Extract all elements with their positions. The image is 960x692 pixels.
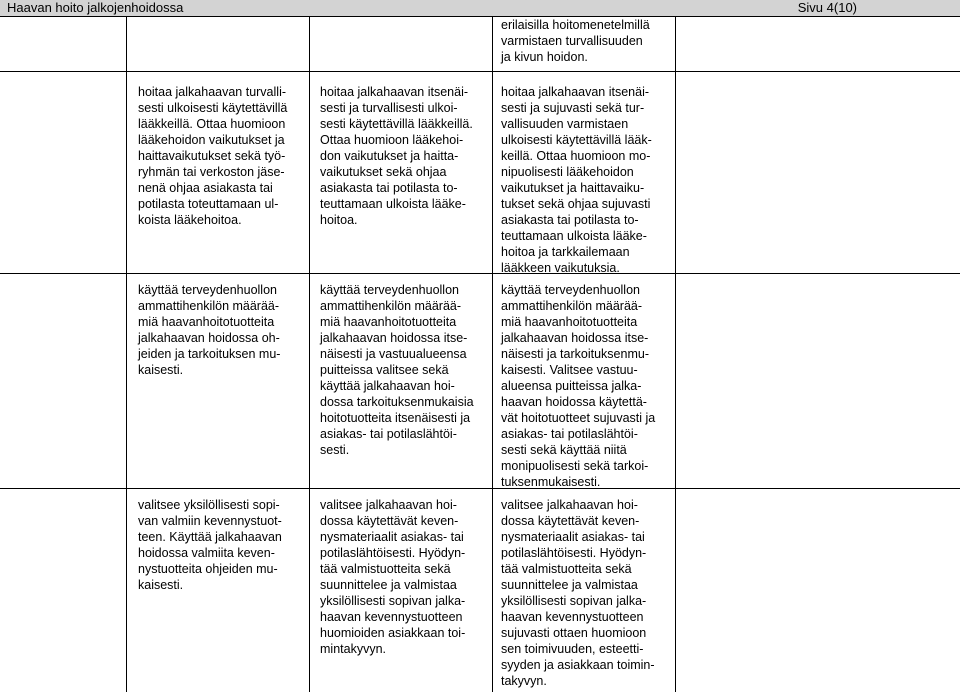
table-cell: hoitaa jalkahaavan turvalli- sesti ulkoisesti käytettävillä lääkkeillä. Ottaa huomioon lääkehoidon vaikutukset ja haittavaikutukset sekä työ- ryhmän tai verkoston jäse- nenä ohjaa asiakasta tai potilasta toteuttamaan ul- koista lääkehoitoa. — [138, 85, 288, 227]
table-rule — [126, 16, 127, 692]
table-rule — [0, 273, 960, 274]
table-cell: käyttää terveydenhuollon ammattihenkilön määrää- miä haavanhoitotuotteita jalkahaavan hoidossa itse- näisesti ja tarkoituksenmu- kaisesti. Valitsee vastuu- alueensa puitteissa jalka- haavan hoidossa käytettä- vät hoitotuotteet sujuvasti ja asiakas- tai potilaslähtöi- sesti sekä käyttää niitä monipuolisesti sekä tarkoi- tuksenmukaisesti. — [501, 283, 656, 489]
table-rule — [0, 71, 960, 72]
table-cell: valitsee jalkahaavan hoi- dossa käytettävät keven- nysmateriaalit asiakas- tai potilaslähtöisesti. Hyödyn- tää valmistuotteita sekä suunnittelee ja valmistaa yksilöllisesti sopivan jalka- haavan kevennystuotteen huomioiden asiakkaan toi- mintakyvyn. — [320, 498, 466, 656]
table-rule — [309, 16, 310, 692]
table-cell: käyttää terveydenhuollon ammattihenkilön määrää- miä haavanhoitotuotteita jalkahaavan hoidossa itse- näisesti ja vastuualueensa puitteissa valitsee sekä käyttää jalkahaavan hoi- dossa tarkoituksenmukaisia hoitotuotteita itsenäisesti ja asiakas- tai potilaslähtöi- sesti. — [320, 283, 474, 457]
table-cell: hoitaa jalkahaavan itsenäi- sesti ja turvallisesti ulkoi- sesti käytettävillä lääkkeillä. Ottaa huomioon lääkehoi- don vaikutukset ja haitta- vaikutukset sekä ohjaa asiakasta tai potilasta to- teuttamaan ulkoista lääke- hoitoa. — [320, 85, 473, 227]
page-number: Sivu 4(10) — [797, 0, 857, 15]
table-cell: valitsee jalkahaavan hoi- dossa käytettävät keven- nysmateriaalit asiakas- tai potilaslähtöisesti. Hyödyn- tää valmistuotteita sekä suunnittelee ja valmistaa yksilöllisesti sopivan jalka- haavan kevennystuotteen sujuvasti ottaen huomioon sen toimivuuden, esteetti- syyden ja asiakkaan toimin- takyvyn. — [501, 498, 655, 688]
document-title: Haavan hoito jalkojenhoidossa — [7, 0, 184, 15]
table-rule — [675, 16, 676, 692]
table-rule — [0, 16, 960, 17]
table-rule — [0, 488, 960, 489]
carryover-text: erilaisilla hoitomenetelmillä varmistaen turvallisuuden ja kivun hoidon. — [501, 18, 650, 64]
table-rule — [492, 16, 493, 692]
table-cell: käyttää terveydenhuollon ammattihenkilön määrää- miä haavanhoitotuotteita jalkahaavan hoidossa oh- jeiden ja tarkoituksen mu- kaisesti. — [138, 283, 281, 377]
page-header — [0, 0, 960, 16]
table-cell: hoitaa jalkahaavan itsenäi- sesti ja sujuvasti sekä tur- vallisuuden varmistaen ulkoisesti käytettävillä lääk- keillä. Ottaa huomioon mo- nipuolisesti lääkehoidon vaikutukset ja haittavaiku- tukset sekä ohjaa sujuvasti asiakasta tai potilasta to- teuttamaan ulkoista lääke- hoitoa ja tarkkailemaan lääkkeen vaikutuksia. — [501, 85, 652, 275]
table-cell: valitsee yksilöllisesti sopi- van valmiin kevennystuot- teen. Käyttää jalkahaavan hoidossa valmiita keven- nystuotteita ohjeiden mu- kaisesti. — [138, 498, 282, 592]
